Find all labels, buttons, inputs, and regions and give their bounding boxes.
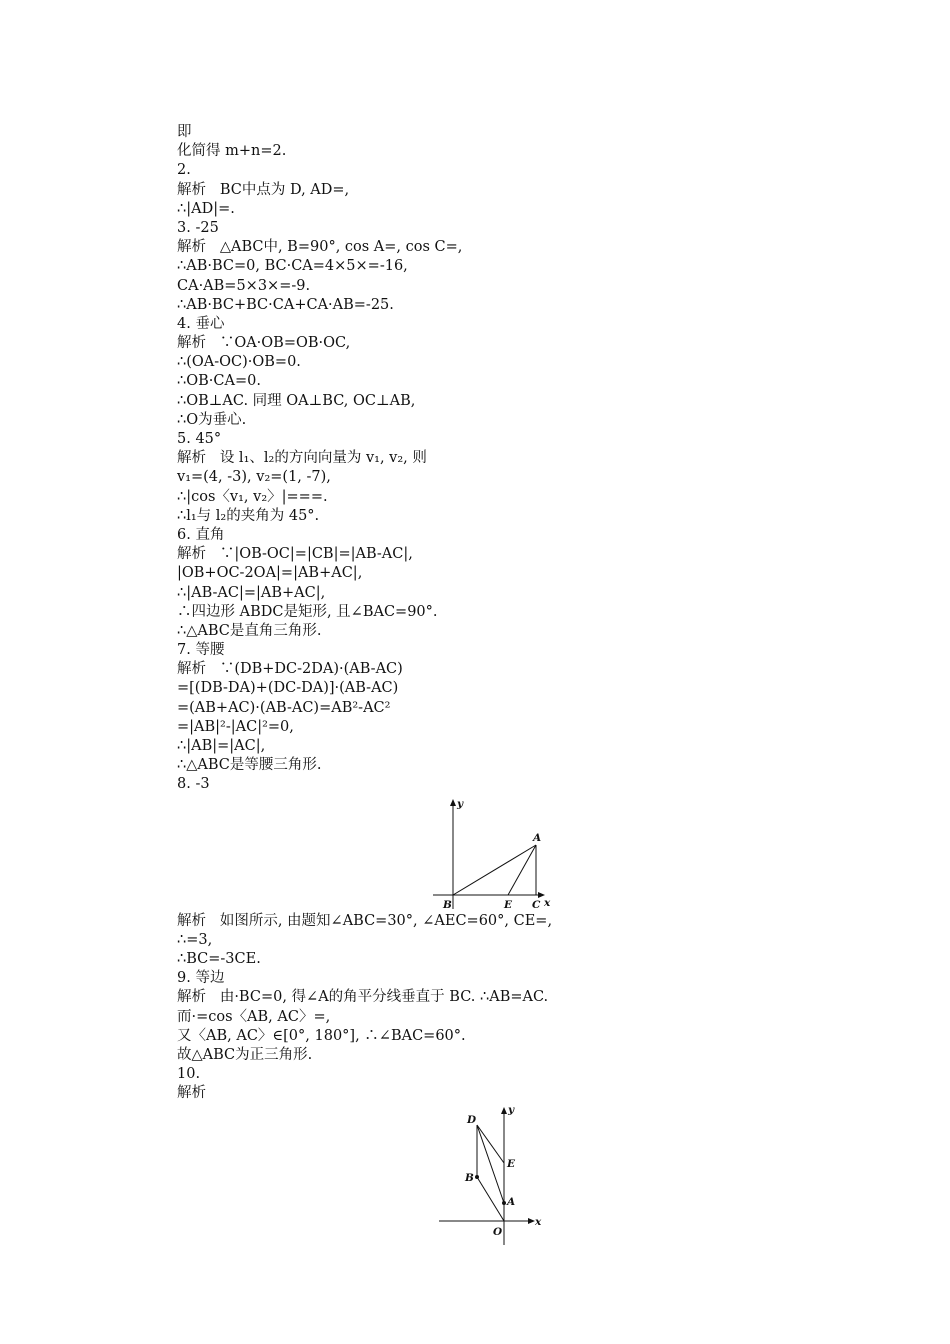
figure-2 [177, 1103, 697, 1253]
figure-2-diagram [177, 1103, 697, 1253]
text-line: ∴(OA-OC)·OB=0. [177, 354, 301, 371]
text-line: 10. [177, 1066, 201, 1083]
text-line: 即 [177, 124, 192, 140]
text-line: =[(DB-DA)+(DC-DA)]·(AB-AC) [177, 680, 399, 697]
text-line: 解析 由·BC=0, 得∠A的角平分线垂直于 BC. ∴AB=AC. [177, 989, 549, 1006]
fig2-label-x: x [535, 1216, 542, 1229]
fig2-label-E: E [507, 1158, 516, 1171]
text-line: 3. -25 [177, 219, 219, 236]
fig2-segment-DA [477, 1125, 504, 1203]
text-line: =|AB|²-|AC|²=0, [177, 718, 294, 735]
text-line: 解析 [177, 1085, 206, 1102]
answers-part-1 [177, 123, 697, 795]
fig1-label-y: y [457, 797, 464, 810]
text-line: 6. 直角 [177, 526, 225, 543]
fig2-point-A [502, 1201, 506, 1205]
fig2-label-A: A [507, 1196, 516, 1209]
text-line: ∴四边形 ABDC是矩形, 且∠BAC=90°. [177, 603, 438, 620]
text-line: ∴|AD|=. [177, 200, 235, 217]
text-line: ∴AB·BC=0, BC·CA=4×5×=-16, [177, 258, 408, 275]
text-line: ∴l₁与 l₂的夹角为 45°. [177, 507, 320, 524]
fig1-label-C: C [532, 898, 541, 911]
text-line: 又〈AB, AC〉∈[0°, 180°], ∴∠BAC=60°. [177, 1027, 466, 1044]
text-line: ∴|AB|=|AC|, [177, 738, 266, 754]
fig1-segment-BA [453, 845, 536, 895]
text-line: 8. -3 [177, 776, 210, 793]
text-line: ∴O为垂心. [177, 411, 247, 428]
text-line: 化简得 m+n=2. [177, 143, 287, 160]
text-line: =(AB+AC)·(AB-AC)=AB²-AC² [177, 699, 391, 716]
text-line: ∴=3, [177, 931, 213, 948]
text-line: 解析 ∵|OB-OC|=|CB|=|AB-AC|, [177, 546, 413, 563]
text-line: 解析 ∵(DB+DC-2DA)·(AB-AC) [177, 661, 403, 678]
answers-part-2 [177, 912, 697, 1104]
fig2-segment-DE [477, 1125, 504, 1163]
document-body [177, 123, 697, 1253]
text-line: ∴OB·CA=0. [177, 373, 261, 390]
text-line: ∴△ABC是直角三角形. [177, 622, 322, 639]
text-line: ∴BC=-3CE. [177, 950, 261, 967]
text-line: 5. 45° [177, 431, 222, 447]
text-line: 解析 如图所示, 由题知∠ABC=30°, ∠AEC=60°, CE=, [177, 912, 553, 929]
text-line: ∴OB⊥AC. 同理 OA⊥BC, OC⊥AB, [177, 392, 416, 409]
fig1-label-x: x [544, 896, 551, 909]
fig2-y-arrow [501, 1107, 507, 1114]
fig1-label-B: B [443, 898, 452, 911]
fig2-label-y: y [508, 1104, 515, 1117]
fig1-segment-EA [508, 845, 536, 895]
text-line: ∴△ABC是等腰三角形. [177, 757, 322, 774]
fig1-y-arrow [450, 799, 456, 806]
text-line: CA·AB=5×3×=-9. [177, 277, 311, 294]
figure-1-diagram [177, 795, 697, 912]
fig1-label-A: A [533, 831, 542, 844]
fig2-point-B [475, 1175, 479, 1179]
text-line: 解析 设 l₁、l₂的方向向量为 v₁, v₂, 则 [177, 450, 427, 467]
text-line: 故△ABC为正三角形. [177, 1046, 313, 1063]
fig2-label-D: D [467, 1114, 477, 1127]
text-line: 而·=cos〈AB, AC〉=, [177, 1008, 331, 1025]
text-line: 9. 等边 [177, 970, 225, 987]
fig1-label-E: E [504, 898, 513, 911]
text-line: 解析 ∵OA·OB=OB·OC, [177, 335, 351, 352]
text-line: ∴|cos〈v₁, v₂〉|===. [177, 488, 328, 505]
fig2-label-O: O [493, 1226, 503, 1239]
fig2-x-arrow [528, 1218, 535, 1224]
text-line: 7. 等腰 [177, 642, 225, 659]
text-line: v₁=(4, -3), v₂=(1, -7), [177, 469, 331, 486]
text-line: 解析 △ABC中, B=90°, cos A=, cos C=, [177, 239, 463, 256]
text-line: 解析 BC中点为 D, AD=, [177, 181, 350, 198]
fig2-label-B: B [465, 1172, 474, 1185]
text-line: ∴|AB-AC|=|AB+AC|, [177, 584, 326, 601]
fig2-segment-BO [477, 1177, 504, 1221]
figure-1 [177, 795, 697, 912]
text-line: ∴AB·BC+BC·CA+CA·AB=-25. [177, 296, 394, 313]
text-line: |OB+OC-2OA|=|AB+AC|, [177, 565, 363, 582]
text-line: 4. 垂心 [177, 315, 225, 332]
text-line: 2. [177, 162, 191, 179]
